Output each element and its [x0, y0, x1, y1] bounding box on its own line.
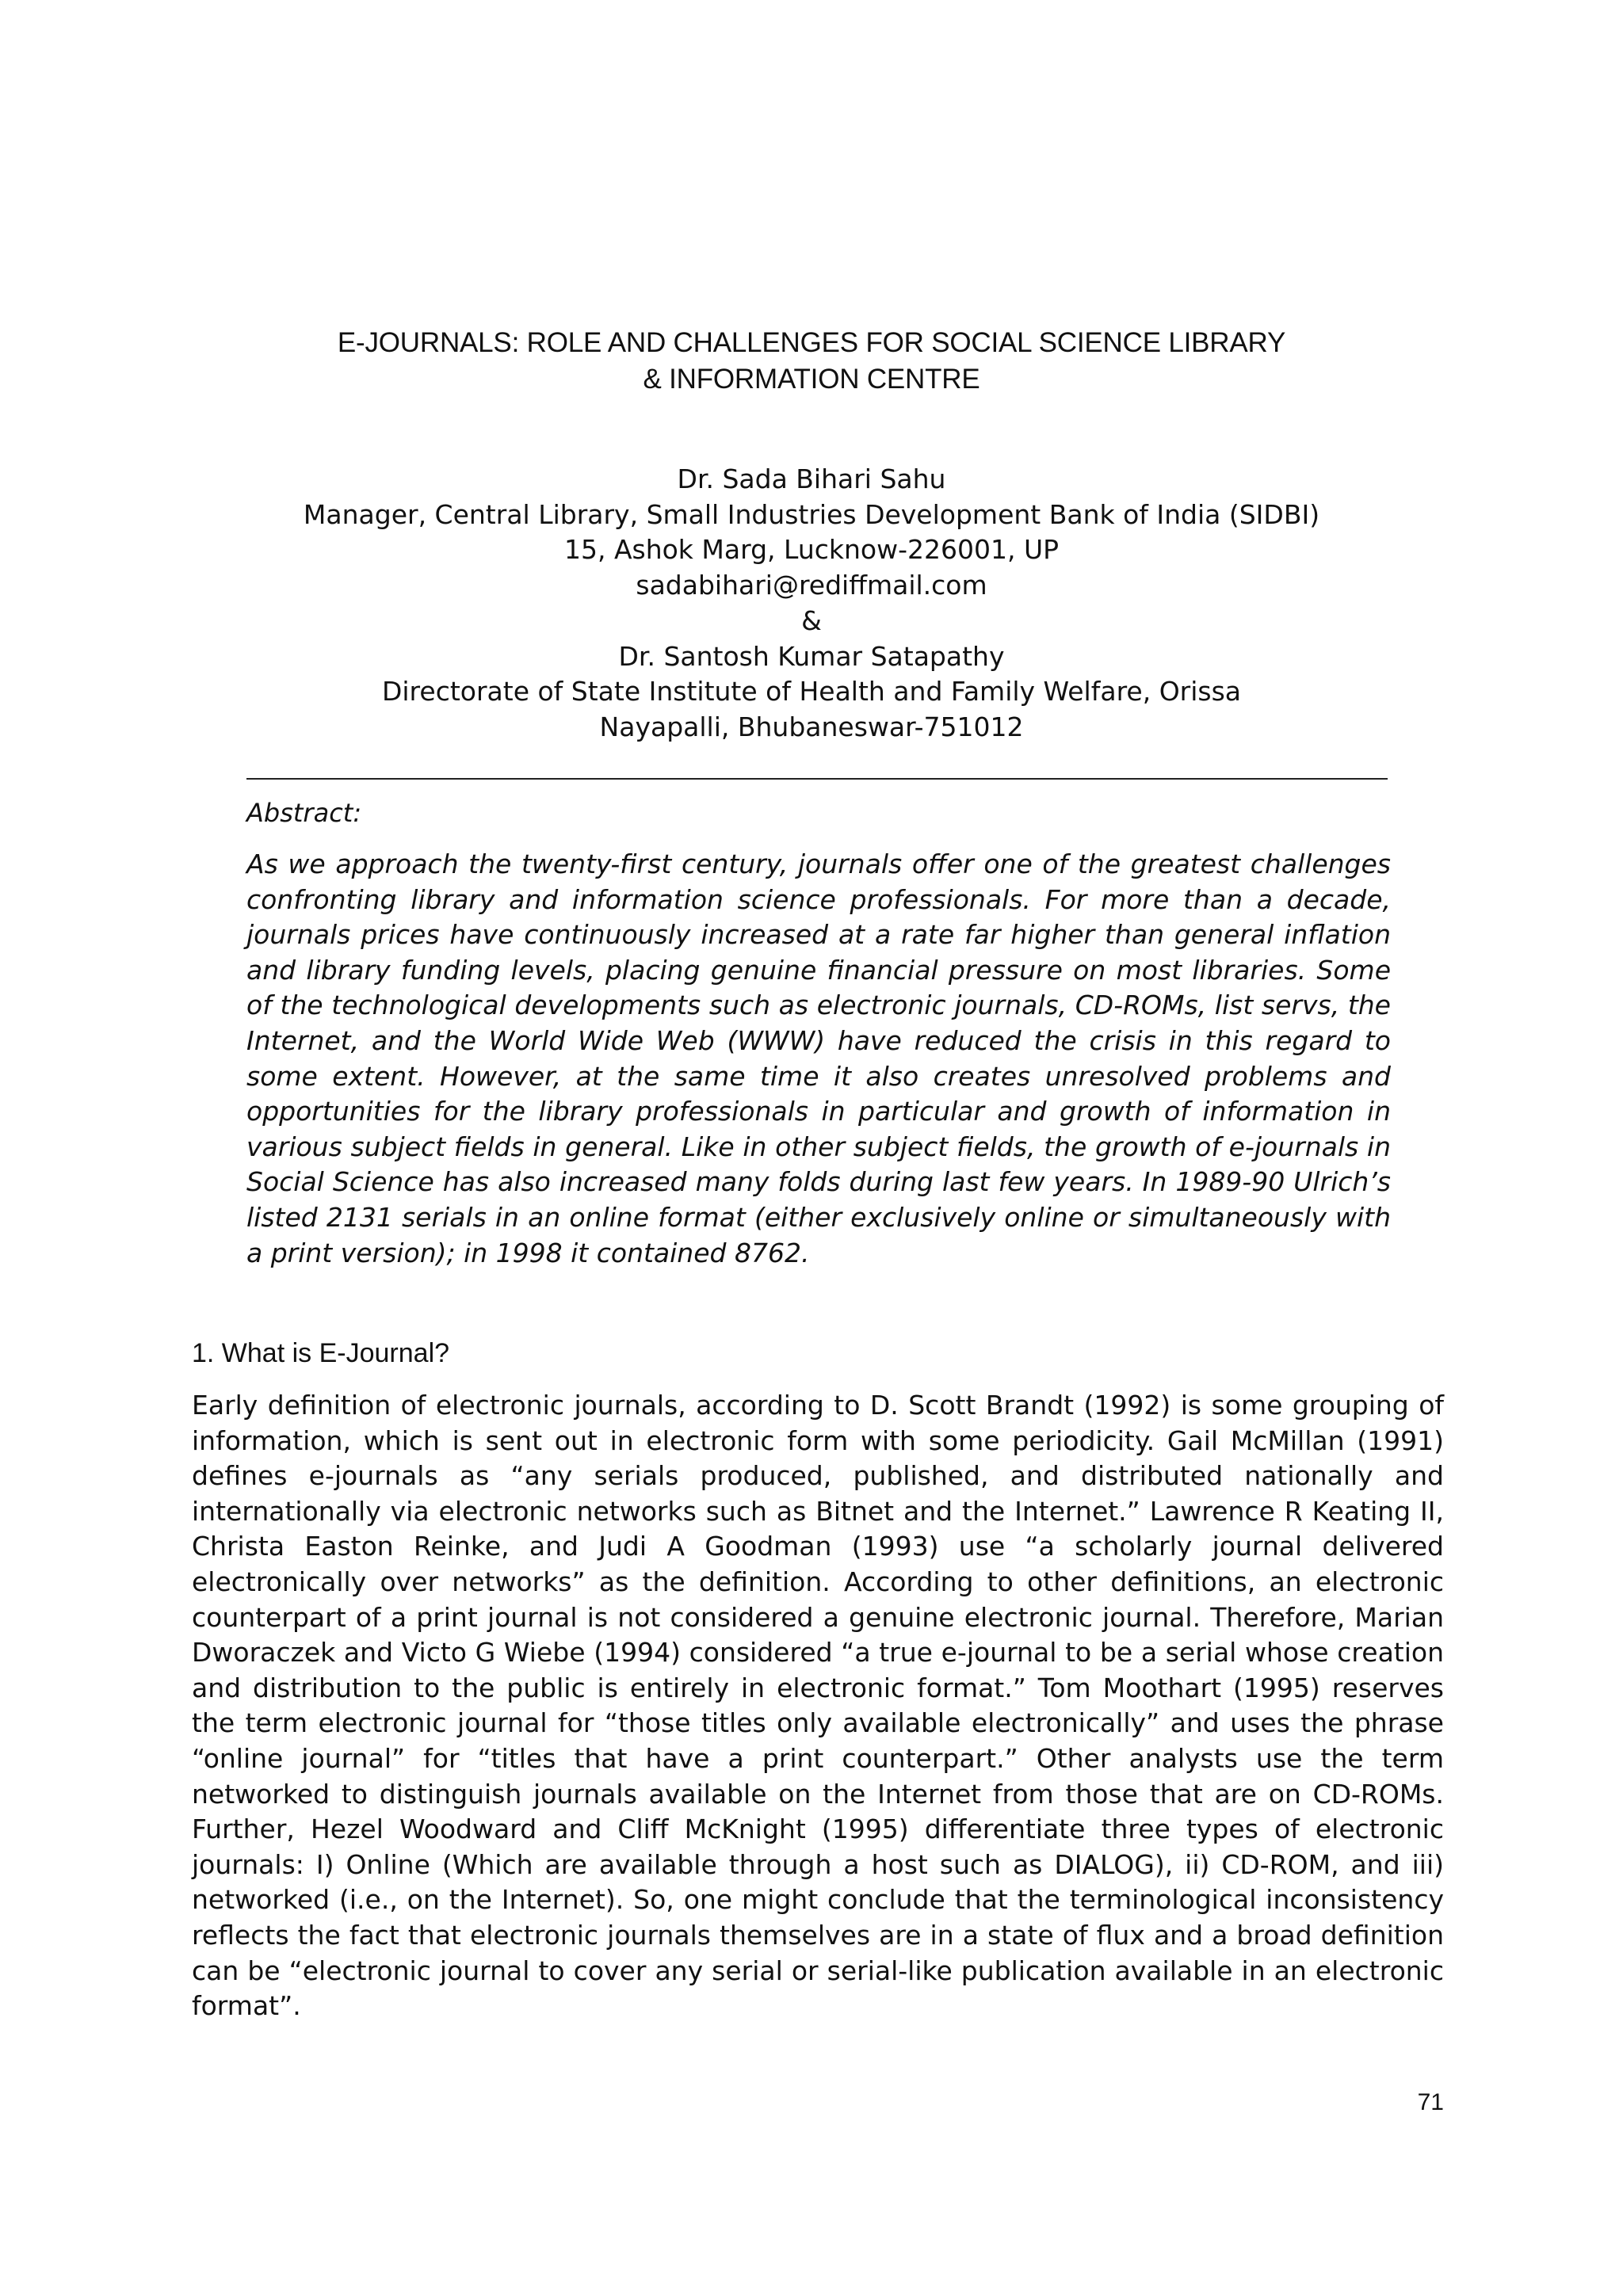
author-2-address: Nayapalli, Bhubaneswar-751012: [599, 711, 1024, 742]
author-block: [0, 462, 1623, 746]
horizontal-divider: [246, 778, 1388, 780]
author-1-address: 15, Ashok Marg, Lucknow-226001, UP: [563, 534, 1060, 566]
section-1-body: Early definition of electronic journals, according to D. Scott Brandt (1992) is some grouping of information, which is sent out in electronic form with some periodicity. Gail McMillan (1991) defines e-journals as “any serials produced, published, and distributed nationally and internationally via electronic networks such as Bitnet and the Internet.” Lawrence R Keating II, Christa Easton Reinke, and Judi A Goodman (1993) use “a scholarly journal delivered electronically over networks” as the definition. According to other definitions, an electronic counterpart of a print journal is not considered a genuine electronic journal. Therefore, Marian Dworaczek and Victo G Wiebe (1994) considered “a true e-journal to be a serial whose creation and distribution to the public is entirely in electronic format.” Tom Moothart (1995) reserves the term electronic journal for “those titles only available electronically” and uses the phrase “online journal” for “titles that have a print counterpart.” Other analysts use the term networked to distinguish journals available on the Internet from those that are on CD-ROMs. Further, Hezel Woodward and Cliff McKnight (1995) differentiate three types of electronic journals: I) Online (Which are available through a host such as DIALOG), ii) CD-ROM, and iii) networked (i.e., on the Internet). So, one might conclude that the terminological inconsistency reflects the fact that electronic journals themselves are in a state of flux and a broad definition can be “electronic journal to cover any serial or serial-like publication available in an electronic format”.: [192, 1390, 1444, 2022]
section-1-heading: 1. What is E-Journal?: [192, 1338, 450, 1368]
title-line-1: E-JOURNALS: ROLE AND CHALLENGES FOR SOCIAL SCIENCE LIBRARY: [337, 327, 1286, 358]
page-number: 71: [1417, 2089, 1444, 2115]
author-1-name: Dr. Sada Bihari Sahu: [677, 463, 946, 494]
author-2-affiliation: Directorate of State Institute of Health and Family Welfare, Orissa: [381, 676, 1242, 707]
author-2-name: Dr. Santosh Kumar Satapathy: [618, 640, 1005, 672]
paper-title: [0, 325, 1623, 398]
title-line-2: & INFORMATION CENTRE: [643, 364, 980, 395]
author-1-affiliation: Manager, Central Library, Small Industries Development Bank of India (SIDBI): [303, 498, 1320, 530]
author-separator: &: [801, 605, 822, 636]
abstract-label: Abstract:: [246, 798, 362, 828]
abstract-text: As we approach the twenty-first century, journals offer one of the greatest challenges confronting library and information science professionals. For more than a decade, journals prices have continuously increased at a rate far higher than general inflation and library funding levels, placing genuine financial pressure on most libraries. Some of the technological developments such as electronic journals, CD-ROMs, list servs, the Internet, and the World Wide Web (WWW) have reduced the crisis in this regard to some extent. However, at the same time it also creates unresolved problems and opportunities for the library professionals in particular and growth of information in various subject fields in general. Like in other subject fields, the growth of e-journals in Social Science has also increased many folds during last few years. In 1989-90 Ulrich’s listed 2131 serials in an online format (either exclusively online or simultaneously with a print version); in 1998 it contained 8762.: [246, 849, 1391, 1268]
author-1-email: sadabihari@rediffmail.com: [636, 570, 987, 601]
